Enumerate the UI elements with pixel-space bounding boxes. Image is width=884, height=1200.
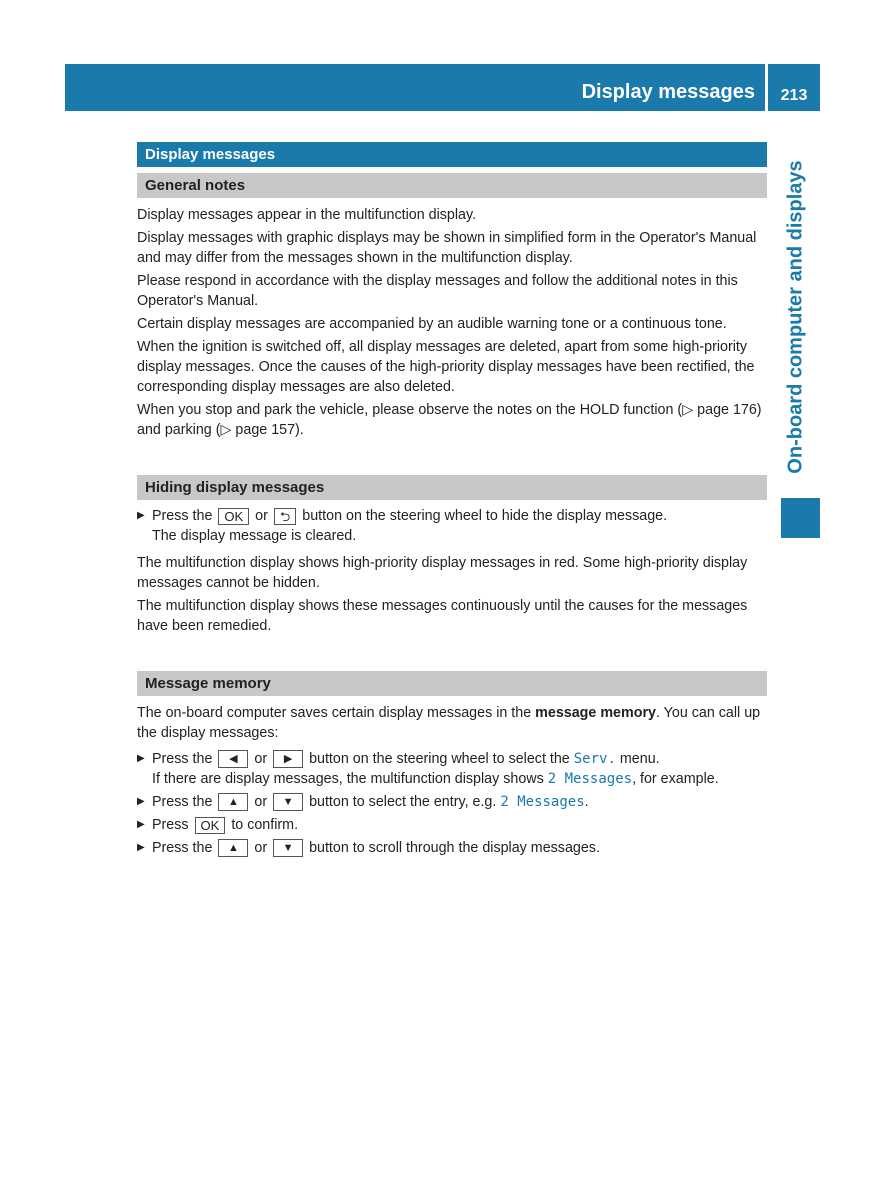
display-text: 2 Messages xyxy=(500,794,585,810)
header-bar xyxy=(65,64,765,111)
bullet-arrow-icon: ▶ xyxy=(137,842,145,853)
chapter-tab-marker xyxy=(781,498,820,538)
right-key-icon: ▶ xyxy=(273,750,303,768)
main-content xyxy=(137,142,767,858)
back-key-icon: ⮌ xyxy=(274,508,296,525)
paragraph: Display messages appear in the multifunction display. xyxy=(137,207,477,223)
up-key-icon: ▲ xyxy=(218,793,248,811)
subsection-heading-general-notes: General notes xyxy=(137,173,767,198)
ok-key-icon: OK xyxy=(218,508,249,525)
paragraph: When the ignition is switched off, all display messages are deleted, apart from some high-priority display messages. Once the causes of the high-priority display messages have been rectified, the corresponding display messages are also deleted. xyxy=(137,339,755,395)
bullet-arrow-icon: ▶ xyxy=(137,796,145,807)
result-text: If there are display messages, the multifunction display shows 2 Messages, for example. xyxy=(152,771,719,787)
paragraph: When you stop and park the vehicle, please observe the notes on the HOLD function (▷ page 176) and parking (▷ page 157). xyxy=(137,402,762,438)
result-text: The display message is cleared. xyxy=(152,528,357,544)
bullet-arrow-icon: ▶ xyxy=(137,753,145,764)
bullet-arrow-icon: ▶ xyxy=(137,510,145,521)
chapter-tab xyxy=(780,145,810,490)
bullet-arrow-icon: ▶ xyxy=(137,819,145,830)
chapter-tab-label: On-board computer and displays xyxy=(784,160,807,474)
list-item: ▶ Press the ◀ or ▶ button on the steering wheel to select the Serv. menu. xyxy=(137,751,660,767)
ok-key-icon: OK xyxy=(195,817,226,834)
paragraph: Certain display messages are accompanied by an audible warning tone or a continuous tone. xyxy=(137,316,727,332)
paragraph: Display messages with graphic displays may be shown in simplified form in the Operator's Manual and may differ from the messages shown in the multifunction display. xyxy=(137,230,757,266)
display-text: Serv. xyxy=(573,751,616,767)
subsection-heading-memory: Message memory xyxy=(137,671,767,696)
page-number-box xyxy=(768,64,820,111)
up-key-icon: ▲ xyxy=(218,839,248,857)
section-heading: Display messages xyxy=(137,142,767,167)
subsection-heading-hiding: Hiding display messages xyxy=(137,475,767,500)
display-text: 2 Messages xyxy=(547,771,633,787)
paragraph: The multifunction display shows high-priority display messages in red. Some high-priority display messages cannot be hidden. xyxy=(137,555,748,591)
list-item: ▶ Press the OK or ⮌ button on the steering wheel to hide the display message. xyxy=(137,508,668,524)
down-key-icon: ▼ xyxy=(273,793,303,811)
paragraph: Please respond in accordance with the display messages and follow the additional notes in this Operator's Manual. xyxy=(137,273,738,309)
list-item: ▶ Press the ▲ or ▼ button to scroll through the display messages. xyxy=(137,840,600,856)
paragraph: The on-board computer saves certain display messages in the message memory. You can call up the display messages: xyxy=(137,705,761,741)
paragraph: The multifunction display shows these messages continuously until the causes for the messages have been remedied. xyxy=(137,598,748,634)
down-key-icon: ▼ xyxy=(273,839,303,857)
page-title: Display messages xyxy=(581,81,755,103)
left-key-icon: ◀ xyxy=(218,750,248,768)
list-item: ▶ Press OK to confirm. xyxy=(137,817,299,833)
list-item: ▶ Press the ▲ or ▼ button to select the entry, e.g. 2 Messages. xyxy=(137,794,589,810)
page-number: 213 xyxy=(780,87,808,104)
